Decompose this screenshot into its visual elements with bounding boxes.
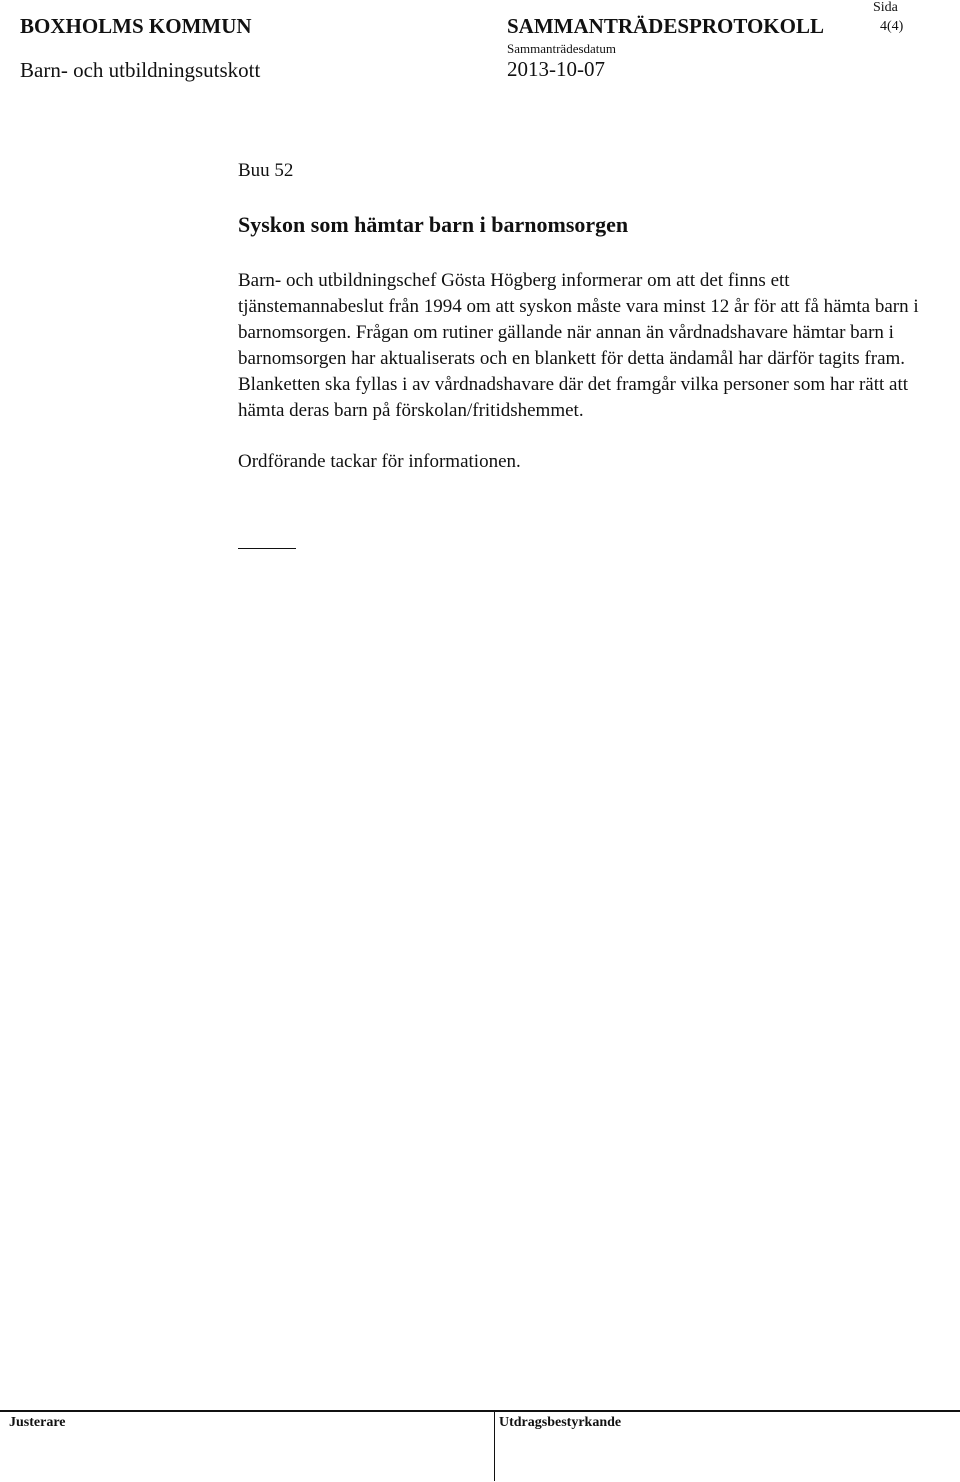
footer-divider	[494, 1411, 495, 1481]
footer-utdragsbestyrkande-label: Utdragsbestyrkande	[499, 1415, 622, 1430]
section-end-rule	[238, 548, 296, 549]
page-label: Sida	[873, 0, 898, 15]
meeting-date-label: Sammanträdesdatum	[507, 41, 617, 56]
footer-justerare-label: Justerare	[9, 1415, 66, 1430]
document-type: SAMMANTRÄDESPROTOKOLL	[507, 14, 824, 38]
meeting-date: 2013-10-07	[507, 57, 605, 81]
section-body	[238, 268, 938, 475]
page-number: 4(4)	[880, 19, 904, 34]
committee-name: Barn- och utbildningsutskott	[20, 58, 261, 82]
section-number: Buu 52	[238, 160, 294, 181]
closing-paragraph: Ordförande tackar för informationen.	[238, 451, 521, 472]
section-title: Syskon som hämtar barn i barnomsorgen	[238, 212, 629, 237]
organization-name: BOXHOLMS KOMMUN	[20, 14, 252, 38]
footer-rule	[0, 1410, 960, 1412]
body-paragraph: Barn- och utbildningschef Gösta Högberg informerar om att det finns ett tjänstemannabeslut från 1994 om att syskon måste vara minst 12 år för att få hämta barn i barnomsorgen. Frågan om rutiner gällande när annan än vårdnadshavare hämtar barn i barnomsorgen har aktualiserats och en blankett för detta ändamål har därför tagits fram. Blanketten ska fyllas i av vårdnadshavare där det framgår vilka personer som har rätt att hämta deras barn på förskolan/fritidshemmet.	[238, 270, 919, 421]
